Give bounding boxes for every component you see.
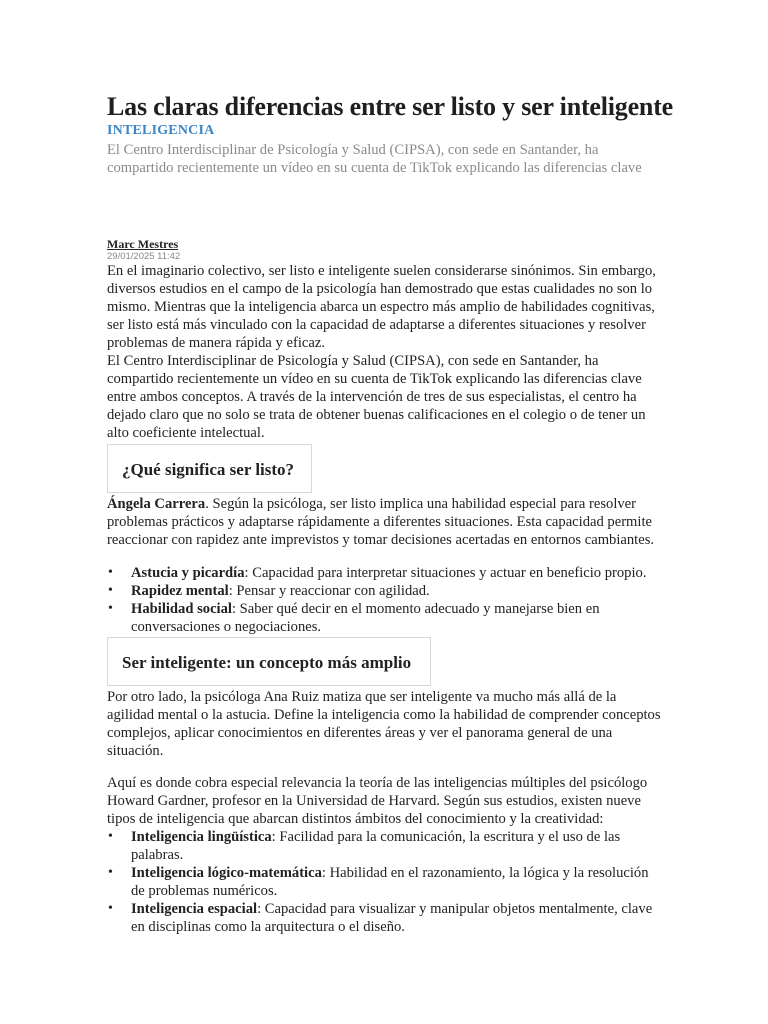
bullet-icon: • <box>108 583 113 598</box>
section2-paragraph-1: Por otro lado, la psicóloga Ana Ruiz matiza que ser inteligente va mucho más allá de la agilidad mental o la astucia. Define la inteligencia como la habilidad de comprender conceptos complejos, aplicar conocimientos en diferentes áreas y ver el panorama general de una situación. <box>107 689 661 759</box>
section-heading-inteligente: Ser inteligente: un concepto más amplio <box>107 637 431 686</box>
section-heading-listo: ¿Qué significa ser listo? <box>107 444 312 493</box>
list-item: • Astucia y picardía: Capacidad para interpretar situaciones y actuar en beneficio propio. <box>108 565 647 581</box>
section1-lead-name: Ángela Carrera <box>107 496 206 512</box>
bullet-icon: • <box>108 901 113 916</box>
byline <box>107 237 663 262</box>
bullet-icon: • <box>108 601 113 616</box>
list-item: • Inteligencia espacial: Capacidad para visualizar y manipular objetos mentalmente, clave en disciplinas como la arquitectura o el diseño. <box>108 901 653 935</box>
category-link[interactable]: INTELIGENCIA <box>107 123 215 138</box>
section2-paragraph-2: Aquí es donde cobra especial relevancia la teoría de las inteligencias múltiples del psicólogo Howard Gardner, profesor en la Universidad de Harvard. Según sus estudios, existen nueve tipos de inteligencia que abarcan distintos ámbitos del conocimiento y la creatividad: <box>107 775 648 827</box>
intro-paragraph-2: El Centro Interdisciplinar de Psicología y Salud (CIPSA), con sede en Santander, ha compartido recientemente un vídeo en su cuenta de TikTok explicando las diferencias clave entre ambos conceptos. A través de la intervención de tres de sus especialistas, el centro ha dejado claro que no solo se trata de obtener buenas calificaciones en el colegio o de tener un alto coeficiente intelectual. <box>107 353 646 441</box>
list-item: • Rapidez mental: Pensar y reaccionar con agilidad. <box>108 583 430 599</box>
article-title: Las claras diferencias entre ser listo y ser inteligente <box>107 92 673 121</box>
bullet-icon: • <box>108 829 113 844</box>
article-subtitle: El Centro Interdisciplinar de Psicología y Salud (CIPSA), con sede en Santander, ha compartido recientemente un vídeo en su cuenta de TikTok explicando las diferencias clave <box>107 142 642 176</box>
bullet-icon: • <box>108 865 113 880</box>
bullet-icon: • <box>108 565 113 580</box>
author-link[interactable]: Marc Mestres <box>107 237 179 251</box>
publish-date: 29/01/2025 11:42 <box>107 251 181 262</box>
section1-lead-text: . Según la psicóloga, ser listo implica una habilidad especial para resolver problemas prácticos y adaptarse rápidamente a diferentes situaciones. Esta capacidad permite reaccionar con rapidez ante imprevistos y tomar decisiones acertadas en entornos cambiantes. <box>107 496 655 548</box>
article-content <box>107 92 673 936</box>
intro-paragraph-1: En el imaginario colectivo, ser listo e inteligente suelen considerarse sinónimos. Sin embargo, diversos estudios en el campo de la psicología han demostrado que estas cualidades no son lo mismo. Mientras que la inteligencia abarca un espectro más amplio de habilidades cognitivas, ser listo está más vinculado con la capacidad de adaptarse a diferentes situaciones y resolver problemas de manera rápida y eficaz. <box>107 263 656 351</box>
section1-paragraph <box>107 495 663 549</box>
listo-traits-list <box>107 564 663 636</box>
intelligences-list <box>107 828 663 936</box>
list-item: • Habilidad social: Saber qué decir en el momento adecuado y manejarse bien en conversaciones o negociaciones. <box>108 601 600 635</box>
list-item: • Inteligencia lógico-matemática: Habilidad en el razonamiento, la lógica y la resolución de problemas numéricos. <box>108 865 649 899</box>
list-item: • Inteligencia lingüística: Facilidad para la comunicación, la escritura y el uso de las palabras. <box>108 829 621 863</box>
